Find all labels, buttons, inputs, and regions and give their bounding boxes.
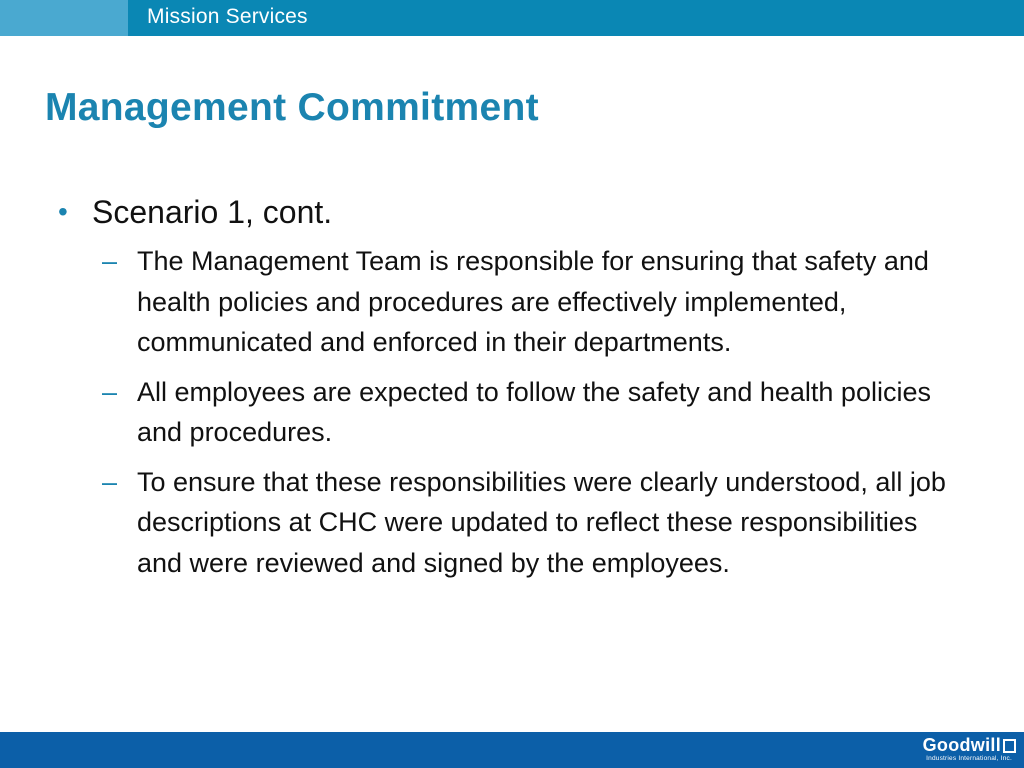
logo-subtitle: Industries International, Inc. <box>926 755 1012 762</box>
main-bullet <box>58 193 988 231</box>
sub-bullet <box>58 372 967 453</box>
header-accent-block <box>0 0 128 36</box>
logo-wordmark: Goodwill <box>922 735 1001 755</box>
dash-marker: – <box>102 246 118 276</box>
bullet-marker: • <box>58 196 68 227</box>
sub-bullet-list <box>58 241 988 583</box>
sub-bullet-text: To ensure that these responsibilities were clearly understood, all job descriptions at CHC were updated to reflect these responsibilities and were reviewed and signed by the employees. <box>137 466 946 578</box>
main-bullet-text: Scenario 1, cont. <box>92 194 333 230</box>
slide-title: Management Commitment <box>45 86 539 129</box>
goodwill-logo <box>888 735 1016 765</box>
sub-bullet <box>58 241 967 363</box>
dash-marker: – <box>102 376 118 407</box>
sub-bullet-text: The Management Team is responsible for ensuring that safety and health policies and procedures are effectively implemented, communicated and enforced in their departments. <box>137 246 929 357</box>
header-bar <box>0 0 1024 36</box>
section-label: Mission Services <box>147 5 308 28</box>
footer-bar <box>0 732 1024 768</box>
sub-bullet <box>58 462 967 584</box>
goodwill-g-icon <box>1003 739 1016 753</box>
dash-marker: – <box>102 466 118 497</box>
sub-bullet-text: All employees are expected to follow the safety and health policies and procedures. <box>137 376 931 447</box>
slide-content <box>58 193 988 592</box>
